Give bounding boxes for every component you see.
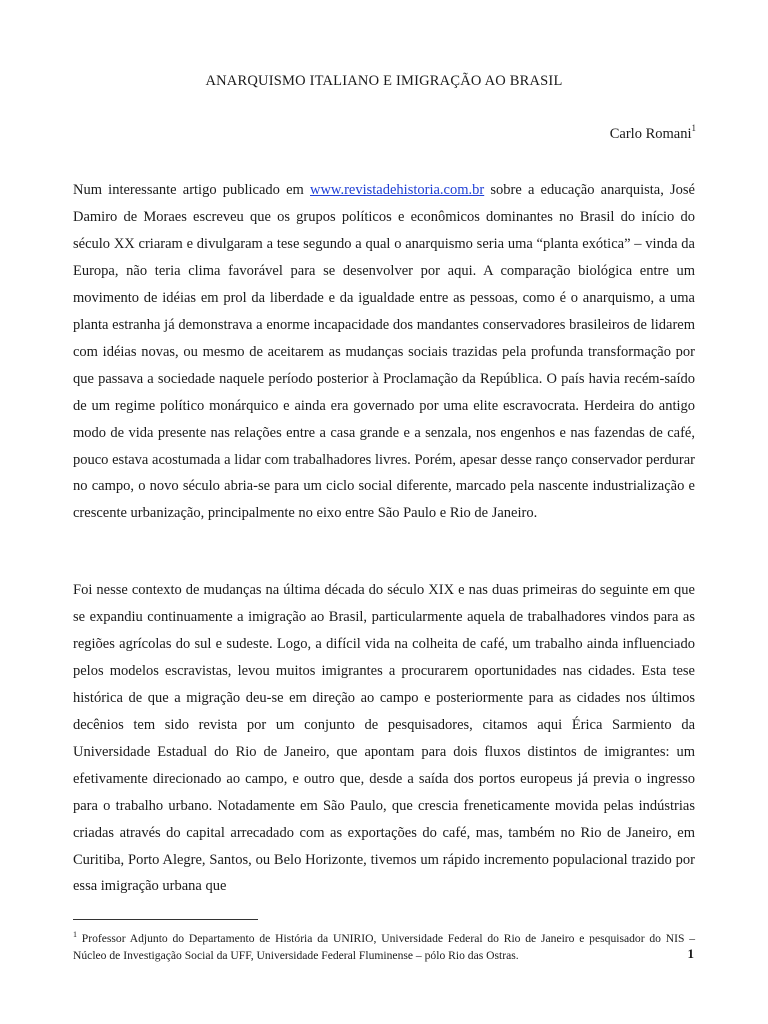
paragraph-2: Foi nesse contexto de mudanças na última década do século XIX e nas duas primeiras do seguinte em que se expandiu continuamente a imigração ao Brasil, particularmente aquela de trabalhadores vindos para as regiões agrícolas do sul e sudeste. Logo, a difícil vida na colheita de café, um trabalho ainda influenciado pelos modelos escravistas, levou muitos imigrantes a procurarem oportunidades nas cidades. Esta tese histórica de que a migração deu-se em direção ao campo e posteriormente para as cidades nos últimos decênios tem sido revista por um conjunto de pesquisadores, citamos aqui Érica Sarmiento da Universidade Estadual do Rio de Janeiro, que apontam para dois fluxos distintos de imigrantes: um efetivamente direcionado ao campo, e outro que, desde a saída dos portos europeus já previa o ingresso para o trabalho urbano. Notadamente em São Paulo, que crescia freneticamente movida pelas indústrias criadas através do capital arrecadado com as exportações do café, mas, também no Rio de Janeiro, em Curitiba, Porto Alegre, Santos, ou Belo Horizonte, tivemos um rápido incremento populacional trazido por essa imigração urbana que [73, 582, 695, 895]
paragraph-1-intro: Num interessante artigo publicado em [73, 182, 310, 198]
footnote [73, 926, 695, 965]
page-number: 1 [687, 946, 694, 961]
paragraph-1 [73, 177, 695, 527]
footnote-marker: 1 [73, 930, 77, 939]
footnote-text: Professor Adjunto do Departamento de História da UNIRIO, Universidade Federal do Rio de Janeiro e pesquisador do NIS – Núcleo de Investigação Social da UFF, Universidade Federal Fluminense – pólo Rio das Ostras. [73, 931, 695, 963]
footnote-separator [73, 919, 258, 920]
author-name: Carlo Romani [609, 125, 692, 142]
author-footnote-marker[interactable]: 1 [691, 123, 696, 133]
document-title: ANARQUISMO ITALIANO E IMIGRAÇÃO AO BRASIL [205, 73, 563, 89]
paragraph-1-body: sobre a educação anarquista, José Damiro de Moraes escreveu que os grupos políticos e econômicos dominantes no Brasil do início do século XX criaram e divulgaram a tese segundo a qual o anarquismo seria uma “planta exótica” – vinda da Europa, não teria clima favorável para se desenvolver por aqui. A comparação biológica entre um movimento de idéias em prol da liberdade e da igualdade entre as pessoas, como é o anarquismo, a uma planta estranha já demonstrava a enorme incapacidade dos mandantes conservadores brasileiros de lidarem com idéias novas, ou mesmo de aceitarem as mudanças sociais trazidas pela profunda transformação por que passava a sociedade naquele período posterior à Proclamação da República. O país havia recém-saído de um regime político monárquico e ainda era governado por uma elite escravocrata. Herdeira do antigo modo de vida presente nas relações entre a casa grande e a senzala, nos engenhos e nas fazendas de café, pouco estava acostumada a lidar com trabalhadores livres. Porém, apesar desse ranço conservador perdurar no campo, o novo século abria-se para um ciclo social diferente, marcado pela nascente industrialização e crescente urbanização, principalmente no eixo entre São Paulo e Rio de Janeiro. [73, 182, 695, 522]
author-line [610, 124, 696, 143]
revista-de-historia-link[interactable]: www.revistadehistoria.com.br [309, 182, 485, 198]
